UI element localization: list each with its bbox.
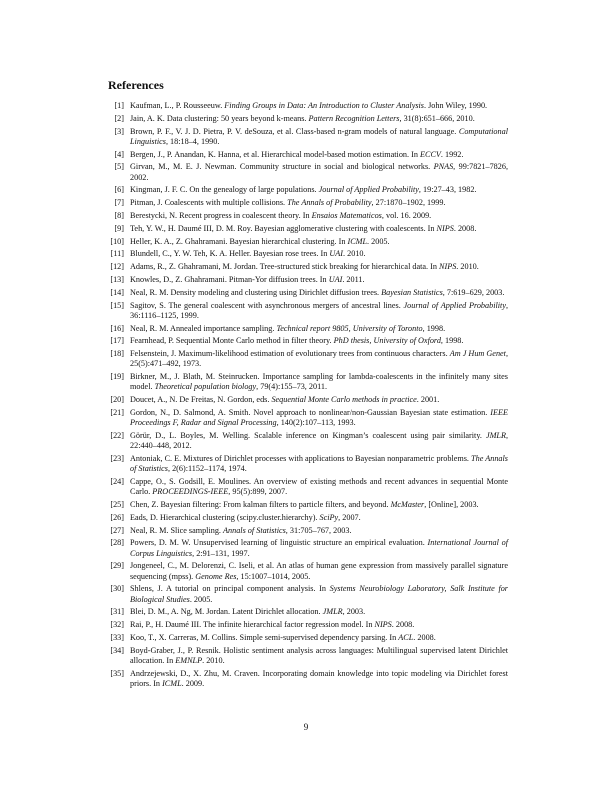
reference-text [130, 237, 508, 247]
reference-segment: Sagitov, S. The general coalescent with asynchronous mergers of ancestral lines. [130, 300, 404, 310]
reference-number: [26] [110, 512, 124, 522]
reference-venue: SciPy [319, 512, 339, 522]
reference-segment: . 2010. [456, 262, 479, 272]
reference-number: [23] [110, 453, 124, 463]
reference-number: [18] [110, 349, 124, 359]
reference-venue: Sequential Monte Carlo methods in practice [271, 395, 417, 405]
reference-segment: Fearnhead, P. Sequential Monte Carlo method in filter theory. [130, 336, 334, 346]
reference-text [130, 275, 508, 285]
reference-segment: , 95(5):899, 2007. [228, 487, 288, 497]
reference-segment: , 1998. [422, 323, 446, 333]
reference-venue: McMaster [390, 499, 425, 509]
reference-segment: Koo, T., X. Carreras, M. Collins. Simple semi-supervised dependency parsing. In [130, 632, 399, 642]
reference-segment: Bergen, J., P. Anandan, K. Hanna, et al. Hierarchical model-based motion estimation. In [130, 149, 420, 159]
reference-text [130, 249, 508, 259]
reference-text [130, 500, 508, 510]
reference-text [130, 633, 508, 643]
reference-text [130, 513, 508, 523]
reference-text [130, 101, 508, 111]
reference-text [130, 224, 508, 234]
reference-venue: Finding Groups in Data: An Introduction to Cluster Analysis [224, 101, 424, 110]
reference-venue: NIPS [374, 620, 392, 630]
reference-venue: Am J Hum Genet [449, 349, 506, 359]
reference-segment: Blundell, C., Y. W. Teh, K. A. Heller. Bayesian rose trees. In [130, 249, 330, 259]
reference-text [130, 127, 508, 147]
reference-item [108, 620, 508, 630]
reference-item [108, 114, 508, 124]
page-number: 9 [303, 722, 309, 732]
reference-venue: Computational Linguistics [130, 126, 508, 146]
reference-text [130, 431, 508, 451]
reference-segment: , 25(5):471–492, 1973. [130, 349, 508, 369]
reference-item [108, 237, 508, 247]
reference-number: [24] [110, 476, 124, 486]
reference-text [130, 561, 508, 581]
reference-segment: Shlens, J. A tutorial on principal component analysis. In [130, 584, 330, 594]
reference-venue: UAI [328, 274, 343, 284]
reference-text [130, 454, 508, 474]
reference-item [108, 431, 508, 451]
reference-segment: Brown, P. F., V. J. D. Pietra, P. V. deSouza, et al. Class-based n-gram models of natural language. [130, 126, 459, 136]
reference-segment: , 140(2):107–113, 1993. [276, 418, 356, 428]
reference-venue: Bayesian Statistics [381, 287, 443, 297]
reference-number: [16] [110, 323, 124, 333]
reference-number: [3] [114, 126, 124, 136]
reference-segment: Eads, D. Hierarchical clustering (scipy.cluster.hierarchy). [130, 512, 320, 522]
reference-venue: IEEE Proceedings F, Radar and Signal Processing [130, 407, 508, 428]
reference-venue: UAI [329, 249, 344, 259]
reference-item [108, 454, 508, 474]
reference-segment: , 2007. [338, 512, 361, 522]
reference-venue: Annals of Statistics [223, 525, 286, 535]
reference-text [130, 584, 508, 604]
reference-item [108, 249, 508, 259]
reference-number: [6] [114, 185, 124, 195]
reference-item [108, 584, 508, 604]
reference-number: [1] [114, 101, 124, 110]
reference-segment: , 15:1007–1014, 2005. [236, 571, 311, 581]
reference-item [108, 526, 508, 536]
reference-segment: , 2(6):1152–1174, 1974. [167, 464, 247, 474]
reference-item [108, 349, 508, 369]
reference-venue: Systems Neurobiology Laboratory, Salk Institute for Biological Studies [130, 584, 508, 604]
reference-segment: . 2009. [181, 678, 205, 688]
reference-text [130, 408, 508, 428]
reference-item [108, 162, 508, 182]
reference-text [130, 288, 508, 298]
reference-venue: NIPS [436, 223, 454, 233]
reference-venue: JMLR [322, 607, 343, 617]
reference-venue: Genome Res [195, 571, 237, 581]
reference-segment: Girvan, M., M. E. J. Newman. Community structure in social and biological networks. [130, 162, 434, 172]
reference-item [108, 301, 508, 321]
reference-item [108, 288, 508, 298]
reference-text [130, 607, 508, 617]
reference-segment: Felsenstein, J. Maximum-likelihood estimation of evolutionary trees from continuous characters. [130, 349, 450, 359]
reference-segment: , vol. 16. 2009. [381, 210, 432, 220]
reference-number: [5] [114, 162, 124, 172]
reference-segment: Andrzejewski, D., X. Zhu, M. Craven. Incorporating domain knowledge into topic modeling via Dirichlet forest priors. In [130, 668, 508, 688]
reference-text [130, 395, 508, 405]
reference-segment: , 31:705–767, 2003. [285, 525, 352, 535]
reference-text [130, 336, 508, 346]
references-section [108, 78, 508, 692]
reference-number: [33] [110, 632, 124, 642]
reference-item [108, 185, 508, 195]
reference-segment: Birkner, M., J. Blath, M. Steinrucken. Importance sampling for lambda-coalescents in the infinitely many sites model. [130, 372, 508, 392]
reference-segment: . 2005. [367, 236, 390, 246]
reference-segment: , 18:18–4, 1990. [165, 136, 220, 146]
reference-item [108, 561, 508, 581]
reference-text [130, 646, 508, 666]
reference-segment: . 2008. [453, 223, 477, 233]
reference-number: [31] [110, 607, 124, 617]
reference-number: [15] [110, 300, 124, 310]
reference-segment: . John Wiley, 1990. [423, 101, 488, 110]
reference-segment: Doucet, A., N. De Freitas, N. Gordon, eds. [130, 395, 272, 405]
reference-number: [35] [110, 668, 124, 678]
reference-item [108, 324, 508, 334]
reference-number: [22] [110, 430, 124, 440]
reference-text [130, 349, 508, 369]
reference-item [108, 150, 508, 160]
reference-number: [7] [114, 198, 124, 208]
reference-segment: , 31(8):651–666, 2010. [399, 113, 475, 123]
reference-venue: PNAS [433, 162, 454, 172]
reference-text [130, 538, 508, 558]
reference-segment: Heller, K. A., Z. Ghahramani. Bayesian hierarchical clustering. In [130, 236, 348, 246]
reference-segment: Cappe, O., S. Godsill, E. Moulines. An overview of existing methods and recent advances in sequential Monte Carlo. [130, 476, 508, 497]
reference-number: [8] [114, 210, 124, 220]
reference-segment: . 1992. [440, 149, 464, 159]
reference-venue: JMLR [485, 430, 506, 440]
reference-text [130, 620, 508, 630]
reference-item [108, 101, 508, 111]
reference-number: [2] [114, 113, 124, 123]
reference-item [108, 500, 508, 510]
reference-venue: Journal of Applied Probability [318, 185, 419, 195]
reference-segment: Adams, R., Z. Ghahramani, M. Jordan. Tree-structured stick breaking for hierarchical data. In [130, 262, 439, 272]
reference-text [130, 150, 508, 160]
reference-number: [27] [110, 525, 124, 535]
reference-venue: ICML [162, 678, 182, 688]
reference-item [108, 336, 508, 346]
reference-segment: , [Online], 2003. [424, 499, 479, 509]
reference-number: [13] [110, 274, 124, 284]
reference-venue: Theoretical population biology [154, 382, 257, 392]
reference-number: [30] [110, 584, 124, 594]
reference-number: [12] [110, 262, 124, 272]
reference-segment: . 2008. [391, 620, 415, 630]
reference-segment: . 2011. [342, 274, 365, 284]
reference-segment: Kingman, J. F. C. On the genealogy of large populations. [130, 185, 319, 195]
reference-item [108, 513, 508, 523]
reference-segment: Neal, R. M. Slice sampling. [130, 525, 224, 535]
reference-item [108, 633, 508, 643]
reference-item [108, 538, 508, 558]
reference-number: [4] [114, 149, 124, 159]
reference-venue: Ensaios Matematicos [311, 210, 382, 220]
reference-text [130, 211, 508, 221]
reference-segment: Berestycki, N. Recent progress in coalescent theory. In [130, 210, 312, 220]
reference-item [108, 646, 508, 666]
reference-segment: Knowles, D., Z. Ghahramani. Pitman-Yor diffusion trees. In [130, 274, 329, 284]
reference-item [108, 262, 508, 272]
reference-segment: , 7:619–629, 2003. [442, 287, 505, 297]
reference-segment: Jain, A. K. Data clustering: 50 years beyond k-means. [130, 113, 309, 123]
reference-segment: Chen, Z. Bayesian filtering: From kalman filters to particle filters, and beyond. [130, 499, 391, 509]
reference-segment: , 19:27–43, 1982. [418, 185, 477, 195]
reference-segment: Kaufman, L., P. Rousseeuw. [130, 101, 225, 110]
reference-item [108, 395, 508, 405]
reference-number: [14] [110, 287, 124, 297]
reference-segment: , 1998. [440, 336, 464, 346]
reference-item [108, 669, 508, 689]
reference-segment: Neal, R. M. Annealed importance sampling. [130, 323, 277, 333]
reference-segment: , 2:91–131, 1997. [192, 548, 250, 558]
reference-segment: , 79(4):155–73, 2011. [256, 382, 328, 392]
reference-segment: . 2010. [202, 655, 225, 665]
reference-segment: , 2003. [342, 607, 366, 617]
reference-text [130, 262, 508, 272]
reference-item [108, 607, 508, 617]
reference-list [108, 101, 508, 689]
reference-venue: ACL [398, 632, 414, 642]
reference-segment: Gordon, N., D. Salmond, A. Smith. Novel approach to nonlinear/non-Gaussian Bayesian state estimation. [130, 407, 491, 417]
reference-segment: Teh, Y. W., H. Daumé III, D. M. Roy. Bayesian agglomerative clustering with coalescents. In [130, 223, 437, 233]
reference-venue: The Annals of Probability [287, 198, 372, 208]
reference-number: [28] [110, 538, 124, 548]
reference-text [130, 324, 508, 334]
reference-venue: Journal of Applied Probability [403, 300, 506, 310]
reference-number: [34] [110, 645, 124, 655]
reference-number: [11] [110, 249, 124, 259]
reference-number: [9] [114, 223, 124, 233]
reference-number: [21] [110, 407, 124, 417]
reference-item [108, 408, 508, 428]
section-heading: References [108, 78, 164, 92]
reference-segment: . 2001. [416, 395, 440, 405]
reference-segment: Blei, D. M., A. Ng, M. Jordan. Latent Dirichlet allocation. [130, 607, 323, 617]
reference-text [130, 114, 508, 124]
reference-segment: Jongeneel, C., M. Delorenzi, C. Iseli, et al. An atlas of human gene expression from massively parallel signature sequencing (mpss). [130, 561, 508, 581]
reference-segment: , 99:7821–7826, 2002. [130, 162, 508, 182]
reference-item [108, 224, 508, 234]
reference-number: [10] [110, 236, 124, 246]
reference-segment: Boyd-Graber, J., P. Resnik. Holistic sentiment analysis across languages: Multilingual supervised latent Dirichlet allocation. In [130, 645, 508, 665]
reference-number: [20] [110, 395, 124, 405]
reference-segment: Rai, P., H. Daumé III. The infinite hierarchical factor regression model. In [130, 620, 375, 630]
reference-segment: Görür, D., L. Boyles, M. Welling. Scalable inference on Kingman’s coalescent using pair similarity. [130, 430, 486, 440]
reference-segment: , 22:440–448, 2012. [130, 430, 508, 451]
reference-venue: PhD thesis, University of Oxford [333, 336, 441, 346]
reference-number: [17] [110, 336, 124, 346]
reference-item [108, 372, 508, 392]
reference-segment: Neal, R. M. Density modeling and clustering using Dirichlet diffusion trees. [130, 287, 382, 297]
reference-text [130, 526, 508, 536]
reference-venue: Pattern Recognition Letters [308, 113, 400, 123]
reference-venue: International Journal of Corpus Linguistics [130, 538, 508, 558]
reference-segment: , 27:1870–1902, 1999. [371, 198, 446, 208]
reference-text [130, 301, 508, 321]
reference-venue: PROCEEDINGS-IEEE [152, 487, 229, 497]
reference-text [130, 372, 508, 392]
reference-segment: . 2010. [343, 249, 366, 259]
reference-segment: , 36:1116–1125, 1999. [130, 300, 508, 320]
reference-item [108, 211, 508, 221]
reference-segment: . 2008. [413, 632, 436, 642]
reference-segment: Antoniak, C. E. Mixtures of Dirichlet processes with applications to Bayesian nonparametric problems. [130, 453, 472, 463]
reference-venue: ECCV [419, 149, 441, 159]
reference-text [130, 669, 508, 689]
reference-text [130, 477, 508, 497]
reference-segment: Pitman, J. Coalescents with multiple collisions. [130, 198, 288, 208]
reference-venue: The Annals of Statistics [130, 453, 508, 474]
reference-number: [32] [110, 620, 124, 630]
reference-segment: . 2005. [189, 594, 213, 604]
reference-item [108, 275, 508, 285]
reference-text [130, 198, 508, 208]
reference-venue: ICML [347, 236, 368, 246]
reference-item [108, 477, 508, 497]
reference-item [108, 127, 508, 147]
reference-venue: Technical report 9805, University of Toronto [276, 323, 423, 333]
reference-number: [19] [110, 372, 124, 382]
reference-number: [25] [110, 499, 124, 509]
reference-number: [29] [110, 561, 124, 571]
reference-segment: Powers, D. M. W. Unsupervised learning of linguistic structure an empirical evaluation. [130, 538, 428, 548]
reference-text [130, 185, 508, 195]
reference-item [108, 198, 508, 208]
reference-text [130, 162, 508, 182]
reference-venue: EMNLP [175, 655, 203, 665]
reference-venue: NIPS [439, 262, 457, 272]
